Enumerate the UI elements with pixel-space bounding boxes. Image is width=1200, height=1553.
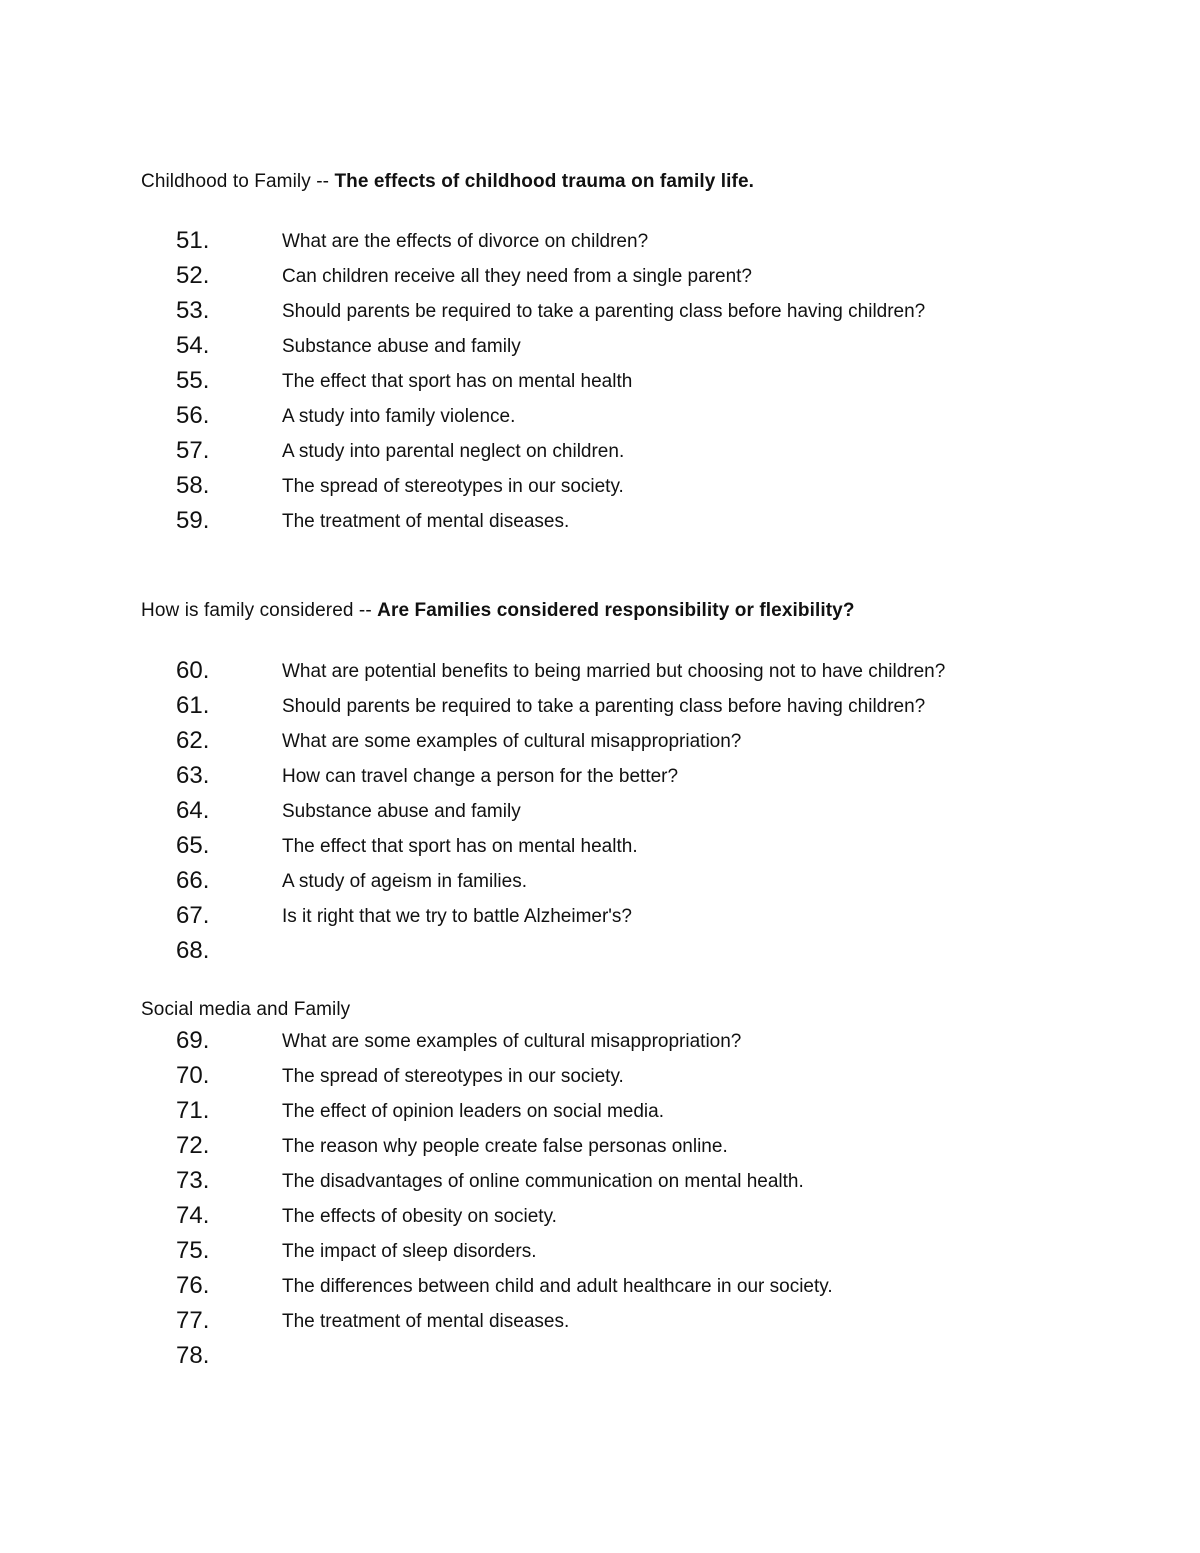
item-text: A study into parental neglect on children. [282,441,625,462]
section-heading-how-is-family-considered [141,599,855,623]
list-item [0,761,1200,796]
item-text: The reason why people create false personas online. [282,1136,728,1157]
section-heading-prefix: How is family considered -- [141,600,378,621]
item-text: The effect of opinion leaders on social media. [282,1101,664,1122]
item-text: The effect that sport has on mental health [282,371,633,392]
item-number: 62. [176,727,210,754]
item-text: The spread of stereotypes in our society. [282,476,624,497]
list-item [0,226,1200,261]
list-item [0,1271,1200,1306]
item-text: What are the effects of divorce on children? [282,231,649,252]
item-number: 65. [176,832,210,859]
item-number: 61. [176,692,210,719]
item-text: Is it right that we try to battle Alzheimer's? [282,906,632,927]
section-heading-bold: Are Families considered responsibility or flexibility? [377,600,855,621]
section-heading-prefix: Social media and Family [141,999,351,1020]
section-heading-prefix: Childhood to Family -- [141,171,335,192]
list-item [0,296,1200,331]
item-number: 58. [176,472,210,499]
item-number: 76. [176,1272,210,1299]
item-number: 71. [176,1097,210,1124]
question-list-childhood-to-family [0,226,1200,541]
list-item [0,1306,1200,1341]
item-number: 53. [176,297,210,324]
item-text: Should parents be required to take a parenting class before having children? [282,301,926,322]
item-number: 59. [176,507,210,534]
list-item [0,366,1200,401]
list-item [0,901,1200,936]
item-number: 73. [176,1167,210,1194]
item-text: A study of ageism in families. [282,871,527,892]
list-item [0,1131,1200,1166]
item-text: How can travel change a person for the better? [282,766,679,787]
item-text: Should parents be required to take a parenting class before having children? [282,696,926,717]
list-item [0,436,1200,471]
list-item [0,506,1200,541]
item-text: The treatment of mental diseases. [282,511,570,532]
question-list-how-is-family-considered [0,656,1200,971]
list-item [0,866,1200,901]
item-number: 55. [176,367,210,394]
item-number: 75. [176,1237,210,1264]
list-item [0,401,1200,436]
item-text: What are potential benefits to being married but choosing not to have children? [282,661,946,682]
list-item [0,331,1200,366]
list-item [0,656,1200,691]
item-number: 72. [176,1132,210,1159]
item-text: The treatment of mental diseases. [282,1311,570,1332]
list-item [0,1061,1200,1096]
item-number: 77. [176,1307,210,1334]
list-item [0,1341,1200,1376]
question-list-social-media-and-family [0,1026,1200,1376]
list-item [0,726,1200,761]
item-text: What are some examples of cultural misappropriation? [282,1031,742,1052]
item-number: 69. [176,1027,210,1054]
item-number: 70. [176,1062,210,1089]
item-text: The disadvantages of online communication on mental health. [282,1171,804,1192]
list-item [0,1236,1200,1271]
item-number: 78. [176,1342,210,1369]
list-item [0,691,1200,726]
item-number: 66. [176,867,210,894]
item-number: 64. [176,797,210,824]
item-text: The spread of stereotypes in our society. [282,1066,624,1087]
list-item [0,796,1200,831]
list-item [0,261,1200,296]
item-number: 54. [176,332,210,359]
item-text: Can children receive all they need from a single parent? [282,266,752,287]
list-item [0,936,1200,971]
item-text: What are some examples of cultural misappropriation? [282,731,742,752]
item-number: 67. [176,902,210,929]
item-number: 74. [176,1202,210,1229]
item-number: 63. [176,762,210,789]
item-text: Substance abuse and family [282,336,521,357]
list-item [0,1026,1200,1061]
item-text: The differences between child and adult healthcare in our society. [282,1276,833,1297]
item-number: 52. [176,262,210,289]
item-text: The impact of sleep disorders. [282,1241,537,1262]
list-item [0,1096,1200,1131]
list-item [0,831,1200,866]
item-number: 60. [176,657,210,684]
list-item [0,1166,1200,1201]
section-heading-childhood-to-family [141,170,754,194]
item-number: 68. [176,937,210,964]
item-text: Substance abuse and family [282,801,521,822]
section-heading-bold: The effects of childhood trauma on family life. [334,171,755,192]
section-heading-social-media-and-family [141,998,350,1022]
list-item [0,471,1200,506]
item-text: The effects of obesity on society. [282,1206,557,1227]
list-item [0,1201,1200,1236]
item-text: A study into family violence. [282,406,516,427]
item-number: 56. [176,402,210,429]
item-number: 51. [176,227,210,254]
item-text: The effect that sport has on mental health. [282,836,638,857]
item-number: 57. [176,437,210,464]
